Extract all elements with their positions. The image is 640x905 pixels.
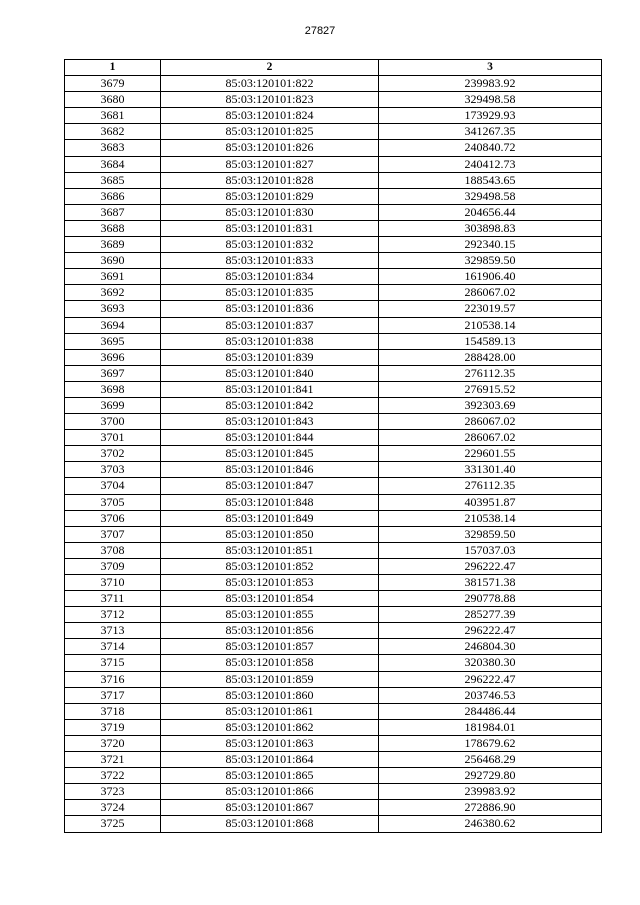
cadastral-number-cell: 85:03:120101:824 — [161, 108, 379, 124]
table-row — [65, 462, 602, 478]
table-row — [65, 172, 602, 188]
cadastral-number-cell: 85:03:120101:828 — [161, 172, 379, 188]
cadastral-number-cell: 85:03:120101:860 — [161, 687, 379, 703]
row-number-cell: 3719 — [65, 719, 161, 735]
cadastral-number-cell: 85:03:120101:834 — [161, 269, 379, 285]
row-number-cell: 3708 — [65, 542, 161, 558]
value-cell: 292340.15 — [379, 237, 602, 253]
row-number-cell: 3703 — [65, 462, 161, 478]
row-number-cell: 3696 — [65, 349, 161, 365]
value-cell: 178679.62 — [379, 735, 602, 751]
cadastral-number-cell: 85:03:120101:838 — [161, 333, 379, 349]
value-cell: 256468.29 — [379, 752, 602, 768]
row-number-cell: 3718 — [65, 703, 161, 719]
value-cell: 181984.01 — [379, 719, 602, 735]
table-row — [65, 156, 602, 172]
table-row — [65, 430, 602, 446]
row-number-cell: 3723 — [65, 784, 161, 800]
table-row — [65, 253, 602, 269]
cadastral-number-cell: 85:03:120101:852 — [161, 558, 379, 574]
page-number: 27827 — [304, 25, 336, 37]
value-cell: 392303.69 — [379, 397, 602, 413]
value-cell: 285277.39 — [379, 607, 602, 623]
cadastral-number-cell: 85:03:120101:840 — [161, 365, 379, 381]
value-cell: 296222.47 — [379, 558, 602, 574]
row-number-cell: 3722 — [65, 768, 161, 784]
value-cell: 154589.13 — [379, 333, 602, 349]
cadastral-number-cell: 85:03:120101:839 — [161, 349, 379, 365]
value-cell: 204656.44 — [379, 204, 602, 220]
cadastral-number-cell: 85:03:120101:845 — [161, 446, 379, 462]
value-cell: 239983.92 — [379, 76, 602, 92]
cadastral-number-cell: 85:03:120101:865 — [161, 768, 379, 784]
value-cell: 210538.14 — [379, 510, 602, 526]
table-row — [65, 607, 602, 623]
table-row — [65, 301, 602, 317]
column-header-1: 1 — [65, 60, 161, 76]
row-number-cell: 3689 — [65, 237, 161, 253]
cadastral-number-cell: 85:03:120101:841 — [161, 381, 379, 397]
table-row — [65, 414, 602, 430]
value-cell: 286067.02 — [379, 430, 602, 446]
cadastral-number-cell: 85:03:120101:854 — [161, 591, 379, 607]
table-row — [65, 800, 602, 816]
cadastral-number-cell: 85:03:120101:823 — [161, 92, 379, 108]
row-number-cell: 3701 — [65, 430, 161, 446]
row-number-cell: 3687 — [65, 204, 161, 220]
row-number-cell: 3717 — [65, 687, 161, 703]
table-row — [65, 494, 602, 510]
value-cell: 296222.47 — [379, 623, 602, 639]
value-cell: 240840.72 — [379, 140, 602, 156]
table-row — [65, 591, 602, 607]
row-number-cell: 3706 — [65, 510, 161, 526]
table-row — [65, 349, 602, 365]
table-body — [65, 76, 602, 832]
cadastral-number-cell: 85:03:120101:836 — [161, 301, 379, 317]
value-cell: 286067.02 — [379, 285, 602, 301]
table-row — [65, 784, 602, 800]
row-number-cell: 3693 — [65, 301, 161, 317]
value-cell: 272886.90 — [379, 800, 602, 816]
value-cell: 276112.35 — [379, 365, 602, 381]
row-number-cell: 3705 — [65, 494, 161, 510]
cadastral-number-cell: 85:03:120101:850 — [161, 526, 379, 542]
cadastral-number-cell: 85:03:120101:864 — [161, 752, 379, 768]
row-number-cell: 3686 — [65, 188, 161, 204]
cadastral-number-cell: 85:03:120101:859 — [161, 671, 379, 687]
value-cell: 276915.52 — [379, 381, 602, 397]
value-cell: 403951.87 — [379, 494, 602, 510]
value-cell: 292729.80 — [379, 768, 602, 784]
table-row — [65, 542, 602, 558]
table-row — [65, 108, 602, 124]
value-cell: 246380.62 — [379, 816, 602, 832]
value-cell: 239983.92 — [379, 784, 602, 800]
cadastral-number-cell: 85:03:120101:858 — [161, 655, 379, 671]
cadastral-number-cell: 85:03:120101:853 — [161, 575, 379, 591]
table-row — [65, 478, 602, 494]
table-row — [65, 140, 602, 156]
cadastral-number-cell: 85:03:120101:866 — [161, 784, 379, 800]
table-row — [65, 687, 602, 703]
table-row — [65, 510, 602, 526]
value-cell: 240412.73 — [379, 156, 602, 172]
row-number-cell: 3725 — [65, 816, 161, 832]
cadastral-number-cell: 85:03:120101:863 — [161, 735, 379, 751]
table-row — [65, 671, 602, 687]
cadastral-number-cell: 85:03:120101:861 — [161, 703, 379, 719]
cadastral-number-cell: 85:03:120101:832 — [161, 237, 379, 253]
value-cell: 381571.38 — [379, 575, 602, 591]
cadastral-number-cell: 85:03:120101:833 — [161, 253, 379, 269]
cadastral-number-cell: 85:03:120101:856 — [161, 623, 379, 639]
table-row — [65, 365, 602, 381]
table-row — [65, 317, 602, 333]
row-number-cell: 3700 — [65, 414, 161, 430]
value-cell: 203746.53 — [379, 687, 602, 703]
row-number-cell: 3709 — [65, 558, 161, 574]
cadastral-number-cell: 85:03:120101:829 — [161, 188, 379, 204]
table-row — [65, 752, 602, 768]
cadastral-number-cell: 85:03:120101:867 — [161, 800, 379, 816]
row-number-cell: 3695 — [65, 333, 161, 349]
table-row — [65, 575, 602, 591]
table-row — [65, 526, 602, 542]
row-number-cell: 3680 — [65, 92, 161, 108]
row-number-cell: 3711 — [65, 591, 161, 607]
row-number-cell: 3715 — [65, 655, 161, 671]
row-number-cell: 3720 — [65, 735, 161, 751]
table-header-row — [65, 60, 602, 76]
table-row — [65, 76, 602, 92]
value-cell: 223019.57 — [379, 301, 602, 317]
cadastral-number-cell: 85:03:120101:827 — [161, 156, 379, 172]
value-cell: 329498.58 — [379, 92, 602, 108]
cadastral-number-cell: 85:03:120101:847 — [161, 478, 379, 494]
table-row — [65, 623, 602, 639]
value-cell: 210538.14 — [379, 317, 602, 333]
value-cell: 296222.47 — [379, 671, 602, 687]
value-cell: 157037.03 — [379, 542, 602, 558]
cadastral-number-cell: 85:03:120101:830 — [161, 204, 379, 220]
value-cell: 276112.35 — [379, 478, 602, 494]
cadastral-number-cell: 85:03:120101:844 — [161, 430, 379, 446]
table-row — [65, 768, 602, 784]
value-cell: 331301.40 — [379, 462, 602, 478]
table-row — [65, 446, 602, 462]
row-number-cell: 3714 — [65, 639, 161, 655]
cadastral-number-cell: 85:03:120101:842 — [161, 397, 379, 413]
cadastral-number-cell: 85:03:120101:837 — [161, 317, 379, 333]
cadastral-number-cell: 85:03:120101:857 — [161, 639, 379, 655]
register-table — [64, 59, 602, 833]
value-cell: 286067.02 — [379, 414, 602, 430]
row-number-cell: 3684 — [65, 156, 161, 172]
value-cell: 173929.93 — [379, 108, 602, 124]
row-number-cell: 3702 — [65, 446, 161, 462]
value-cell: 329498.58 — [379, 188, 602, 204]
row-number-cell: 3681 — [65, 108, 161, 124]
row-number-cell: 3707 — [65, 526, 161, 542]
cadastral-number-cell: 85:03:120101:849 — [161, 510, 379, 526]
table-row — [65, 92, 602, 108]
row-number-cell: 3682 — [65, 124, 161, 140]
row-number-cell: 3697 — [65, 365, 161, 381]
row-number-cell: 3692 — [65, 285, 161, 301]
cadastral-number-cell: 85:03:120101:843 — [161, 414, 379, 430]
cadastral-number-cell: 85:03:120101:835 — [161, 285, 379, 301]
table-row — [65, 285, 602, 301]
column-header-2: 2 — [161, 60, 379, 76]
table-row — [65, 719, 602, 735]
value-cell: 161906.40 — [379, 269, 602, 285]
row-number-cell: 3683 — [65, 140, 161, 156]
value-cell: 246804.30 — [379, 639, 602, 655]
row-number-cell: 3716 — [65, 671, 161, 687]
cadastral-number-cell: 85:03:120101:826 — [161, 140, 379, 156]
row-number-cell: 3713 — [65, 623, 161, 639]
value-cell: 229601.55 — [379, 446, 602, 462]
row-number-cell: 3685 — [65, 172, 161, 188]
table-row — [65, 655, 602, 671]
cadastral-number-cell: 85:03:120101:868 — [161, 816, 379, 832]
row-number-cell: 3698 — [65, 381, 161, 397]
cadastral-number-cell: 85:03:120101:846 — [161, 462, 379, 478]
table-row — [65, 333, 602, 349]
row-number-cell: 3691 — [65, 269, 161, 285]
row-number-cell: 3688 — [65, 220, 161, 236]
row-number-cell: 3710 — [65, 575, 161, 591]
row-number-cell: 3704 — [65, 478, 161, 494]
row-number-cell: 3721 — [65, 752, 161, 768]
table-row — [65, 237, 602, 253]
value-cell: 290778.88 — [379, 591, 602, 607]
table-row — [65, 735, 602, 751]
cadastral-number-cell: 85:03:120101:831 — [161, 220, 379, 236]
value-cell: 329859.50 — [379, 253, 602, 269]
row-number-cell: 3679 — [65, 76, 161, 92]
table-row — [65, 124, 602, 140]
value-cell: 320380.30 — [379, 655, 602, 671]
cadastral-number-cell: 85:03:120101:851 — [161, 542, 379, 558]
table-row — [65, 381, 602, 397]
row-number-cell: 3694 — [65, 317, 161, 333]
table-row — [65, 269, 602, 285]
table-row — [65, 204, 602, 220]
row-number-cell: 3712 — [65, 607, 161, 623]
cadastral-number-cell: 85:03:120101:825 — [161, 124, 379, 140]
table-row — [65, 639, 602, 655]
table-row — [65, 703, 602, 719]
value-cell: 288428.00 — [379, 349, 602, 365]
value-cell: 284486.44 — [379, 703, 602, 719]
cadastral-number-cell: 85:03:120101:822 — [161, 76, 379, 92]
table-row — [65, 397, 602, 413]
table-row — [65, 816, 602, 832]
row-number-cell: 3690 — [65, 253, 161, 269]
table-row — [65, 188, 602, 204]
value-cell: 341267.35 — [379, 124, 602, 140]
value-cell: 188543.65 — [379, 172, 602, 188]
table-row — [65, 220, 602, 236]
cadastral-number-cell: 85:03:120101:848 — [161, 494, 379, 510]
row-number-cell: 3724 — [65, 800, 161, 816]
cadastral-number-cell: 85:03:120101:855 — [161, 607, 379, 623]
value-cell: 329859.50 — [379, 526, 602, 542]
cadastral-number-cell: 85:03:120101:862 — [161, 719, 379, 735]
table-row — [65, 558, 602, 574]
value-cell: 303898.83 — [379, 220, 602, 236]
column-header-3: 3 — [379, 60, 602, 76]
row-number-cell: 3699 — [65, 397, 161, 413]
